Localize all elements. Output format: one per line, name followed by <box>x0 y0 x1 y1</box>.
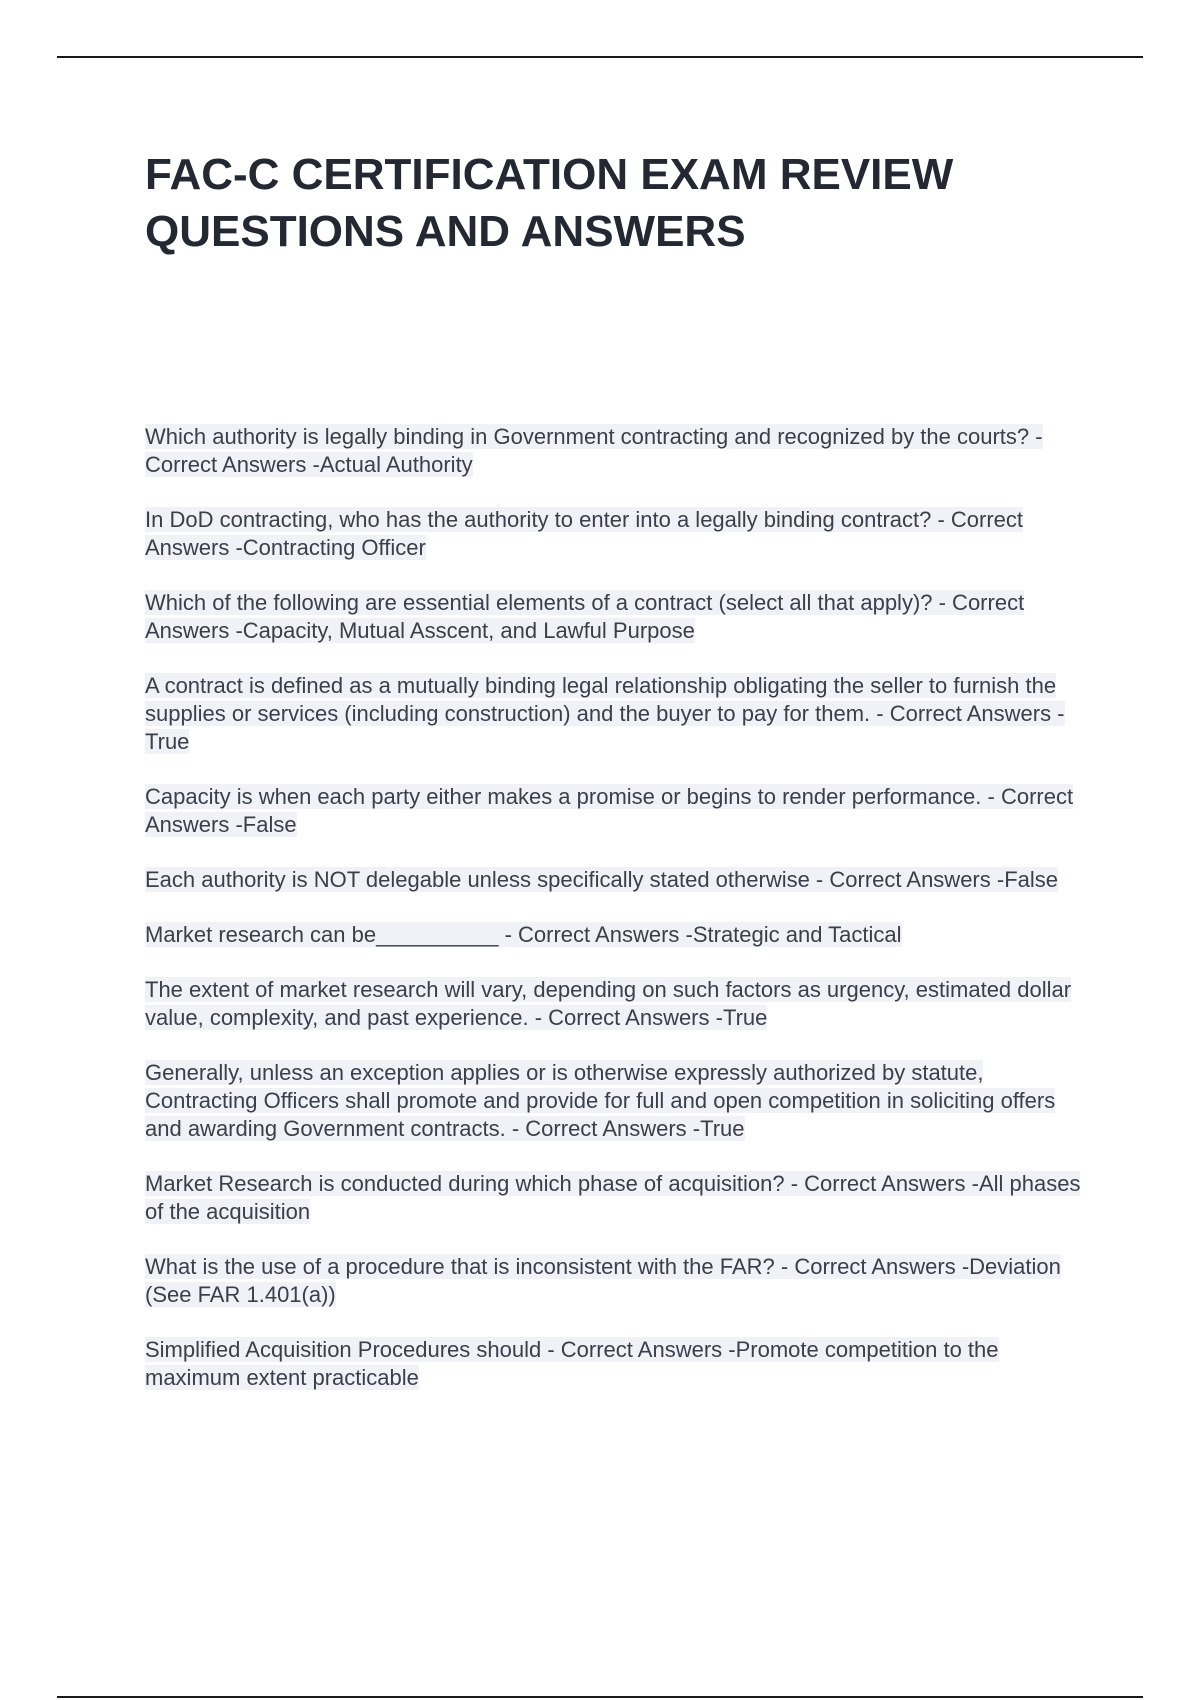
bottom-divider <box>57 1696 1143 1698</box>
qa-item <box>145 672 1095 756</box>
qa-list <box>145 423 1095 1419</box>
qa-item <box>145 423 1095 479</box>
qa-item <box>145 589 1095 645</box>
qa-item <box>145 1059 1095 1143</box>
qa-text: Generally, unless an exception applies or is otherwise expressly authorized by statute, Contracting Officers shall promote and provide for full and open competition in soliciting offers and awarding Government contracts. - Correct Answers -True <box>145 1060 1056 1141</box>
qa-text: The extent of market research will vary, depending on such factors as urgency, estimated dollar value, complexity, and past experience. - Correct Answers -True <box>145 977 1072 1030</box>
qa-text: Simplified Acquisition Procedures should - Correct Answers -Promote competition to the maximum extent practicable <box>145 1337 999 1390</box>
page-title: FAC-C CERTIFICATION EXAM REVIEW QUESTIONS AND ANSWERS <box>145 150 954 256</box>
qa-item <box>145 866 1095 894</box>
qa-item <box>145 1336 1095 1392</box>
qa-text: A contract is defined as a mutually binding legal relationship obligating the seller to furnish the supplies or services (including construction) and the buyer to pay for them. - Correct Answers -True <box>145 673 1065 754</box>
qa-text: Each authority is NOT delegable unless specifically stated otherwise - Correct Answers -False <box>145 867 1058 892</box>
qa-text: Market research can be__________ - Correct Answers -Strategic and Tactical <box>145 922 902 947</box>
qa-text: Which authority is legally binding in Government contracting and recognized by the courts? - Correct Answers -Actual Authority <box>145 424 1043 477</box>
qa-item <box>145 921 1095 949</box>
qa-item <box>145 1170 1095 1226</box>
qa-item <box>145 783 1095 839</box>
qa-item <box>145 976 1095 1032</box>
qa-text: In DoD contracting, who has the authority to enter into a legally binding contract? - Correct Answers -Contracting Officer <box>145 507 1024 560</box>
qa-item <box>145 506 1095 562</box>
top-divider <box>57 56 1143 58</box>
qa-text: Capacity is when each party either makes a promise or begins to render performance. - Correct Answers -False <box>145 784 1074 837</box>
qa-text: What is the use of a procedure that is inconsistent with the FAR? - Correct Answers -Deviation (See FAR 1.401(a)) <box>145 1254 1061 1307</box>
qa-text: Market Research is conducted during which phase of acquisition? - Correct Answers -All phases of the acquisition <box>145 1171 1081 1224</box>
qa-text: Which of the following are essential elements of a contract (select all that apply)? - Correct Answers -Capacity, Mutual Asscent, and Lawful Purpose <box>145 590 1025 643</box>
qa-item <box>145 1253 1095 1309</box>
